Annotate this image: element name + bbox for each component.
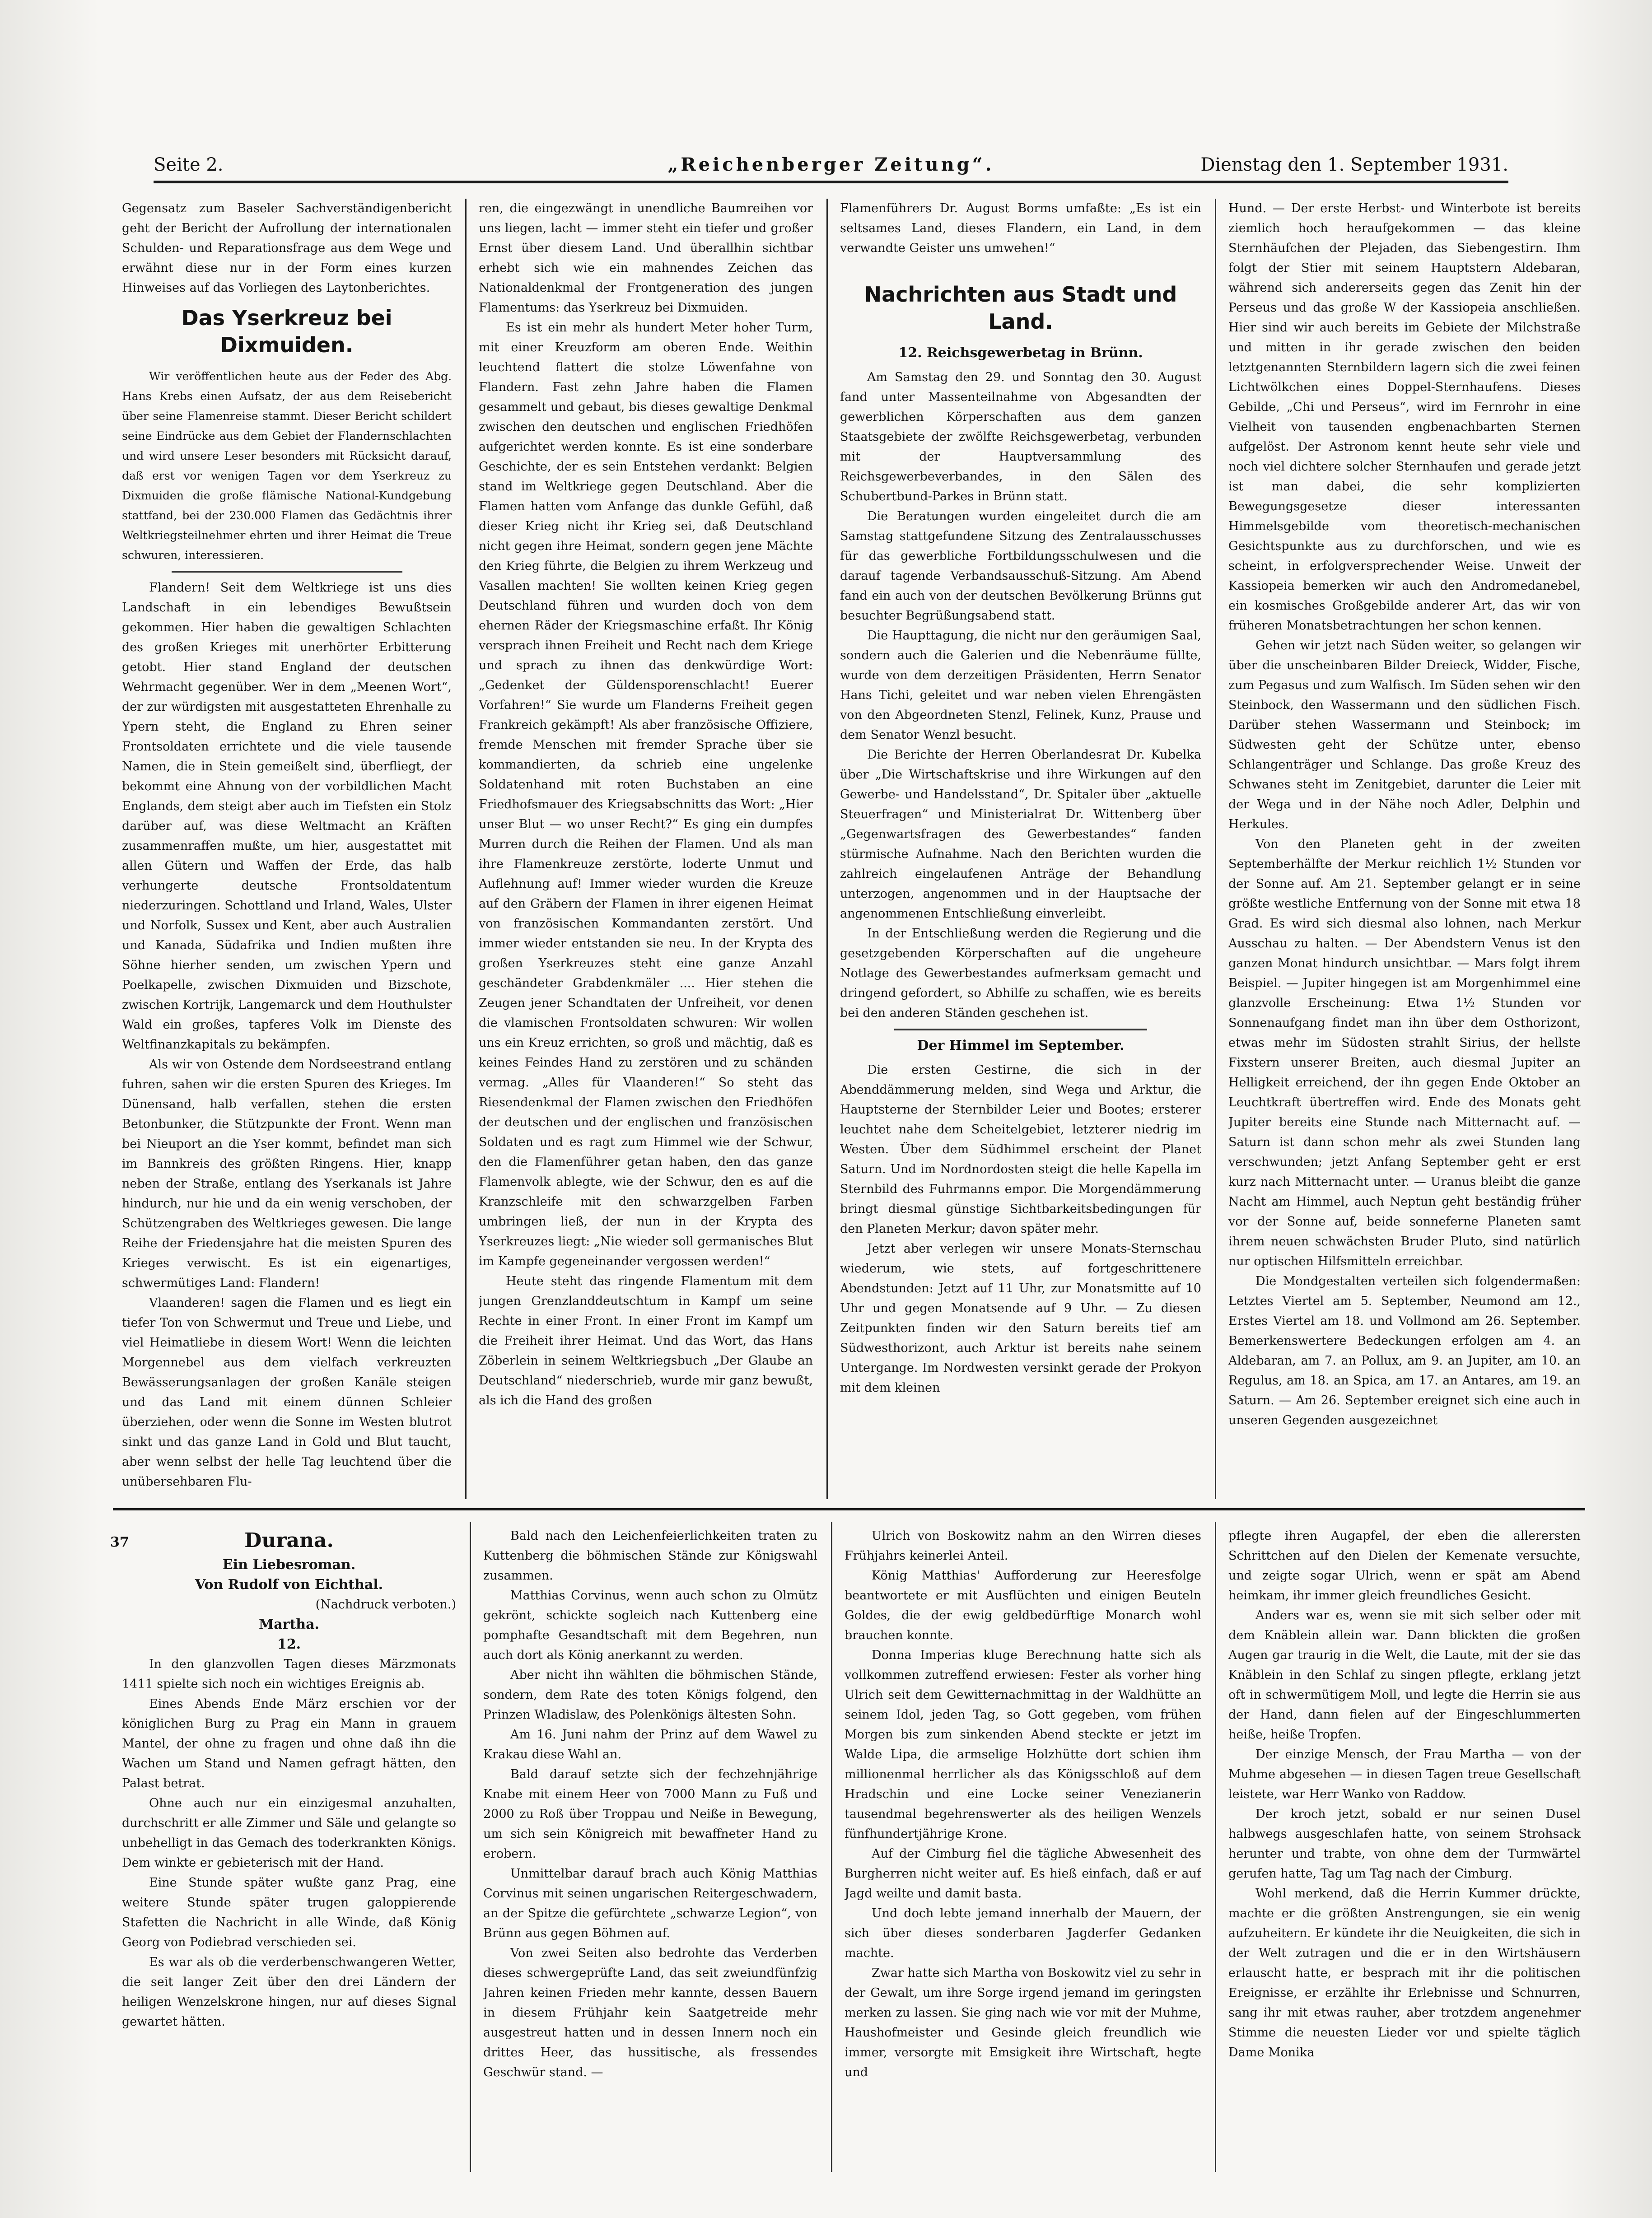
novel-paragraph: Eines Abends Ende März erschien vor der königlichen Burg zu Prag ein Mann in grauem Mantel, der ohne zu fragen und ohne daß ihn die Wachen um Stand und Namen gefragt hätten, den Palast betrat. [122, 1697, 456, 1790]
novel-paragraph: Der einzige Mensch, der Frau Martha — von der Muhme abgesehen — in diesen Tagen treue Gesellschaft leistete, war Herr Wanko von Raddow. [1228, 1747, 1581, 1801]
article-paragraph: Die Berichte der Herren Oberlandesrat Dr. Kubelka über „Die Wirtschaftskrise und ihre Wirkungen auf den Gewerbe- und Handelsstand“, Dr. Spitaler über „aktuelle Steuerfragen“ und Ministerialrat Dr. Wittenberg über „Gegenwartsfragen des Gewerbestandes“ fanden stürmische Aufnahme. Nach den Berichten wurden die zahlreich eingelaufenen Anträge der Behandlung unterzogen, angenommen und in der Hauptsache der angenommenen Entschließung einverleibt. [840, 748, 1201, 921]
article-paragraph: Die Mondgestalten verteilen sich folgendermaßen: Letztes Viertel am 5. September, Neumond am 12., Erstes Viertel am 18. und Vollmond am 26. September. Bemerkenswertere Bedeckungen erfolgen am 4. an Aldebaran, am 7. an Pollux, am 9. an Jupiter, am 10. an Regulus, am 18. an Spica, am 17. an Antares, am 19. an Saturn. — Am 26. September ereignet sich eine auch in unseren Gegenden ausgezeichnet [1228, 1274, 1581, 1427]
novel-paragraph: Am 16. Juni nahm der Prinz auf dem Wawel zu Krakau diese Wahl an. [483, 1728, 817, 1761]
article-paragraph: Die Beratungen wurden eingeleitet durch die am Samstag stattgefundene Sitzung des Zentralausschusses für das gewerbliche Fortbildungsschulwesen und die darauf tagende Verbandsausschuß-Sitzung. Am Abend fand ein auch von der deutschen Bevölkerung Brünns gut besuchter Begrüßungsabend statt. [840, 509, 1201, 623]
article-paragraph: In der Entschließung werden die Regierung und die gesetzgebenden Körperschaften auf die ungeheure Notlage des Gewerbestandes aufmerksam gemacht und dringend gefordert, so Abhilfe zu schaffen, wie es bereits bei den anderen Ständen geschehen ist. [840, 927, 1201, 1020]
chapter-name: Martha. [258, 1617, 319, 1632]
article-paragraph: Als wir von Ostende dem Nordseestrand entlang fuhren, sahen wir die ersten Spuren des Krieges. Im Dünensand, halb verfallen, stehen die ersten Betonbunker, die Stützpunkte der Front. Wenn man bei Nieuport an die Yser kommt, befindet man sich im Bannkreis des größten Ringens. Hier, knapp neben der Straße, entlang des Yserkanals ist Jahre hindurch, nur hie und da ein wenig verschoben, der Schützengraben des Weltkrieges gewesen. Die lange Reihe der Friedensjahre hat die meisten Spuren des Krieges verwischt. Es ist ein eigenartiges, schwermütiges Land: Flandern! [122, 1058, 452, 1290]
novel-column-4 [1228, 1526, 1581, 2167]
separator [172, 571, 402, 573]
novel-paragraph: Anders war es, wenn sie mit sich selber oder mit dem Knäblein allein war. Dann blickten die großen Augen gar traurig in die Welt, die Laute, mit der sie das Knäblein in den Schlaf zu singen pflegte, erklang jetzt oft in schwermütigem Moll, und legte die Herrin sie aus der Hand, dann fielen auf der Eingeschlummerten heiße, heiße Tropfen. [1228, 1608, 1581, 1742]
novel-author: Von Rudolf von Eichthal. [195, 1577, 383, 1593]
novel-paragraph: Es war als ob die verderbenschwangeren Wetter, die seit langer Zeit über den drei Ländern der heiligen Wenzelskrone hingen, nur auf dieses Signal gewartet hätten. [122, 1955, 456, 2029]
article-lead: Wir veröffentlichen heute aus der Feder des Abg. Hans Krebs einen Aufsatz, der aus dem Reisebericht über seine Flamenreise stammt. Dieser Bericht schildert seine Eindrücke aus dem Gebiet der Flandernschlachten und wird unsere Leser besonders mit Rücksicht darauf, daß erst vor wenigen Tagen vor dem Yserkreuz zu Dixmuiden die große flämische National-Kundgebung stattfand, bei der 230.000 Flamen das Gedächtnis ihrer Weltkriegsteilnehmer ehrten und ihrer Heimat die Treue schwuren, interessieren. [122, 370, 452, 562]
chapter-number: 12. [277, 1636, 301, 1652]
article-paragraph: ren, die eingezwängt in unendliche Baumreihen vor uns liegen, lacht — immer steht ein tiefer und großer Ernst über diesem Land. Und überallhin sichtbar erhebt sich wie ein mahnendes Zeichen das Nationaldenkmal der Frontgeneration des jungen Flamentums: das Yserkreuz bei Dixmuiden. [479, 201, 813, 315]
article-paragraph: Von den Planeten geht in der zweiten Septemberhälfte der Merkur reichlich 1½ Stunden vor der Sonne auf. Am 21. September gelangt er in seine größte westliche Entfernung von der Sonne mit etwa 18 Grad. Es wird sich diesmal also lohnen, nach Merkur Ausschau zu halten. — Der Abendstern Venus ist den ganzen Monat hindurch unsichtbar. — Mars folgt ihrem Beispiel. — Jupiter hingegen ist am Morgenhimmel eine glanzvolle Erscheinung: Etwa 1½ Stunden vor Sonnenaufgang findet man ihn über dem Osthorizont, etwas mehr im Südosten strahlt Sirius, der hellste Fixstern unserer Breiten, auch diesmal Jupiter an Helligkeit erreichend, der ihn gegen Ende Oktober an Leuchtkraft übertreffen wird. Ende des Monats geht Jupiter bereits eine Stunde nach Mitternacht auf. — Saturn ist dann schon mehr als zwei Stunden lang verschwunden; jetzt Anfang September geht er erst kurz nach Mitternacht unter. — Uranus bleibt die ganze Nacht am Himmel, auch Neptun geht beständig früher vor der Sonne auf, beide sonneferne Planeten samt ihrem neuen schwächsten Bruder Pluto, sind natürlich nur optischen Hilfsmitteln erreichbar. [1228, 837, 1581, 1268]
section-divider [113, 1508, 1585, 1510]
article-headline-yserkreuz: Das Yserkreuz bei Dixmuiden. [181, 306, 392, 357]
local-news-frame [840, 275, 1200, 1491]
article-paragraph: Vlaanderen! sagen die Flamen und es liegt ein tiefer Ton von Schwermut und Treue und Liebe, und viel Heimatliebe in diesem Wort! Wenn die leichten Morgennebel aus dem vielfach verkreuzten Bewässerungsanlagen der großen Kanäle steigen und das Land mit einem dünnen Schleier überziehen, oder wenn die Sonne im Westen blutrot sinkt und das ganze Land in Gold und Blut taucht, aber wenn selbst der helle Tag leuchtend über die unübersehbaren Flu- [122, 1296, 452, 1489]
novel-paragraph: Eine Stunde später wußte ganz Prag, eine weitere Stunde später trugen galoppierende Stafetten die Nachricht in alle Winde, daß König Georg von Podiebrad verschieden sei. [122, 1876, 456, 1949]
novel-paragraph: Bald nach den Leichenfeierlichkeiten traten zu Kuttenberg die böhmischen Stände zur Königswahl zusammen. [483, 1529, 817, 1583]
column-divider [1215, 1522, 1216, 2172]
article-paragraph: Gehen wir jetzt nach Süden weiter, so gelangen wir über die unscheinbaren Bilder Dreieck, Widder, Fische, zum Pegasus und zum Walfisch. Im Süden sehen wir den Steinbock, den Wassermann und den südlichen Fisch. Darüber stehen Wassermann und Steinbock; im Südwesten geht der Schütze unter, ebenso Schlangenträger und Schlange. Das große Kreuz des Schwanes steht im Zenitgebiet, darunter die Leier mit der Wega und in der Nähe noch Adler, Delphin und Herkules. [1228, 638, 1581, 831]
article-paragraph: Die ersten Gestirne, die sich in der Abenddämmerung melden, sind Wega und Arktur, die Hauptsterne der Sternbilder Leier und Bootes; ersterer leuchtet nahe dem Scheitelgebiet, letzterer niedrig im Westen. Über dem Südhimmel erscheint der Planet Saturn. Und im Nordnordosten steigt die helle Kapella im Sternbild des Fuhrmanns empor. Die Morgendämmerung bringt diesmal günstige Sichtbarkeitsbedingungen für den Planeten Merkur; davon später mehr. [840, 1063, 1201, 1236]
page-header [154, 149, 1508, 181]
column-3 [840, 199, 1201, 1495]
novel-paragraph: Unmittelbar darauf brach auch König Matthias Corvinus mit seinen ungarischen Reitergeschwadern, an der Spitze die gefürchtete „schwarze Legion“, von Brünn aus gegen Böhmen auf. [483, 1867, 817, 1940]
newspaper-title: „Reichenberger Zeitung“. [667, 154, 994, 175]
novel-paragraph: Der kroch jetzt, sobald er nur seinen Dusel halbwegs ausgeschlafen hatte, von seinem Strohsack herunter und trabte, von ohne dem der Turmwärtel gerufen hatte, Tag um Tag nach der Cimburg. [1228, 1807, 1581, 1881]
subhead-reichsgewerbetag: 12. Reichsgewerbetag in Brünn. [898, 345, 1143, 361]
article-paragraph: Heute steht das ringende Flamentum mit dem jungen Grenzlanddeutschtum in Kampf um seine Rechte in einer Front. In einer Front im Kampf um die Freiheit ihrer Heimat. Und das Wort, das Hans Zöberlein in seinem Weltkriegsbuch „Der Glaube an Deutschland“ niederschrieb, wurde mir ganz bewußt, als ich die Hand des großen [479, 1274, 813, 1407]
column-divider [831, 1522, 832, 2172]
column-divider [465, 199, 467, 1499]
page-number: Seite 2. [154, 154, 224, 175]
novel-paragraph: Bald darauf setzte sich der fechzehnjährige Knabe mit einem Heer von 7000 Mann zu Fuß und 2000 zu Roß über Troppau und Neiße in Bewegung, um sich sein Königreich mit bewaffneter Hand zu erobern. [483, 1767, 817, 1861]
subhead-himmel-september: Der Himmel im September. [917, 1038, 1125, 1053]
reprint-notice: (Nachdruck verboten.) [315, 1598, 456, 1612]
novel-column-3 [845, 1526, 1201, 2167]
novel-paragraph: Auf der Cimburg fiel die tägliche Abwesenheit des Burgherren nicht weiter auf. Es hieß einfach, daß er auf Jagd weilte und damit basta. [845, 1847, 1201, 1901]
novel-paragraph: Aber nicht ihn wählten die böhmischen Stände, sondern, dem Rate des toten Königs folgend, den Prinzen Wladislaw, des Polenkönigs ältesten Sohn. [483, 1668, 817, 1722]
novel-paragraph: Von zwei Seiten also bedrohte das Verderben dieses schwergeprüfte Land, das seit zweiundfünfzig Jahren keinen Frieden mehr kannte, dessen Bauern in diesem Frühjahr kein Saatgetreide mehr ausgestreut hatten und in dessen Innern noch ein drittes Heer, das hussitische, als fressendes Geschwür stand. — [483, 1946, 817, 2079]
header-rule [154, 181, 1508, 183]
novel-title: Durana. [244, 1529, 334, 1552]
article-paragraph: Es ist ein mehr als hundert Meter hoher Turm, mit einer Kreuzform am oberen Ende. Weithin leuchtend flattert die stolze Löwenfahne von Flandern. Fast zehn Jahre haben die Flamen gesammelt und gebaut, bis dieses gewaltige Denkmal zwischen den deutschen und englischen Friedhöfen aufgerichtet werden konnte. Es ist eine sonderbare Geschichte, der es sein Entstehen verdankt: Belgien stand im Weltkriege gegen Deutschland. Aber die Flamen hatten vom Anfange das dunkle Gefühl, daß dieser Krieg nicht ihr Krieg sei, daß Deutschland nicht gegen ihre Heimat, sondern gegen jene Mächte den Krieg führte, die Belgien zu ihrem Werkzeug und Vasallen machten! Sie wollten keinen Krieg gegen Deutschland führen und wurden doch von dem ehernen Räder der Kriegsmaschine erfaßt. Ihr König versprach ihnen Freiheit und Recht nach dem Kriege und sprach zu ihnen das denkwürdige Wort: „Gedenket der Güldensporenschlacht! Euerer Vorfahren!“ Sie wurde um Flanderns Freiheit gegen Frankreich gekämpft! Als aber französische Offiziere, fremde Menschen mit fremder Sprache über sie kommandierten, da schrieb eine ungelenke Soldatenhand mit roten Buchstaben an eine Friedhofsmauer des Kriegsabschnitts das Wort: „Hier unser Blut — wo unser Recht?“ Es ging ein dumpfes Murren durch die Reihen der Flamen. Und als man ihre Flamenkreuze zerstörte, loderte Unmut und Auflehnung auf! Immer wieder wurden die Kreuze auf den Gräbern der Flamen in ihrer eigenen Heimat von französischen Kommandanten zerstört. Und immer wieder entstanden sie neu. In der Krypta des großen Yserkreuzes steht eine ganze Anzahl geschändeter Grabdenkmäler .... Hier stehen die Zeugen jener Schandtaten der Unfreiheit, vor denen die vlamischen Frontsoldaten schwuren: Wir wollen uns ein Kreuz errichten, so groß und mächtig, daß es keines Feindes Hand zu zerstören und zu schänden vermag. „Alles für Vlaanderen!“ So steht das Riesendenkmal der Flamen zwischen den Friedhöfen der deutschen und der englischen und französischen Soldaten und es ragt zum Himmel wie der Schwur, den die Flamenführer getan haben, den das ganze Flamenvolk ablegte, wie der Schwur, den es auf die Kranzschleife mit den schwarzgelben Farben umbringen ließ, der nun in der Krypta des Yserkreuzes liegt: „Nie wieder soll germanisches Blut im Kampfe gegeneinander vergossen werden!“ [479, 321, 813, 1268]
article-paragraph: Hund. — Der erste Herbst- und Winterbote ist bereits ziemlich hoch heraufgekommen — das kleine Sternhäufchen der Plejaden, das Siebengestirn. Ihm folgt der Stier mit seinem Hauptstern Aldebaran, während sich andererseits gegen das Zenit hin der Perseus und das große W der Kassiopeia anschließen. Hier sind wir auch bereits im Gebiete der Milchstraße und mitten in ihr gerade zwischen den beiden letztgenannten Sternbildern lagern sich die zwei feinen Lichtwölkchen eines Doppel-Sternhaufens. Dieses Gebilde, „Chi und Perseus“, wird im Fernrohr in eine Vielheit von tausenden engbenachbarten Sternen aufgelöst. Der Astronom kennt heute sehr viele und noch viel dichtere solcher Sternhaufen und gerade jetzt ist man dabei, die sehr komplizierten Bewegungsgesetze dieser interessanten Himmelsgebilde vom theoretisch-mechanischen Gesichtspunkte aus zu durchforschen, und wie es scheint, in erfolgversprechender Weise. Unweit der Kassiopeia bemerken wir auch den Andromedanebel, ein kosmisches Großgebilde anderer Art, das wir von früheren Monatsbetrachtungen her schon kennen. [1228, 201, 1581, 633]
novel-paragraph: pflegte ihren Augapfel, der eben die allerersten Schrittchen auf den Dielen der Kemenate versuchte, und zeigte sogar Ulrich, wenn er spät am Abend heimkam, ihr immer gleich freundliches Gesicht. [1228, 1529, 1581, 1603]
serial-number: 37 [110, 1534, 129, 1550]
novel-paragraph: Und doch lebte jemand innerhalb der Mauern, der sich über dieses sonderbaren Jagderfer Gedanken machte. [845, 1906, 1201, 1960]
column-2 [479, 199, 813, 1495]
article-paragraph: Jetzt aber verlegen wir unsere Monats-Sternschau wiederum, wie stets, auf fortgeschrittenere Abendstunden: Jetzt auf 11 Uhr, zur Monatsmitte auf 10 Uhr und gegen Monatsende auf 9 Uhr. — Zu diesen Zeitpunkten finden wir den Saturn bereits tief am Südwesthorizont, auch Arktur ist bereits nahe seinem Untergange. Im Nordwesten versinkt gerade der Prokyon mit dem kleinen [840, 1242, 1201, 1395]
column-divider [1215, 199, 1216, 1499]
column-1-intro: Gegensatz zum Baseler Sachverständigenbericht geht der Bericht der Aufrollung der internationalen Schulden- und Reparationsfrage aus dem Wege und erwähnt diese nur in der Form eines kurzen Hinweises auf das Vorliegen des Laytonberichtes. [122, 201, 452, 295]
novel-column-1 [122, 1526, 456, 2167]
novel-paragraph: Ulrich von Boskowitz nahm an den Wirren dieses Frühjahrs keinerlei Anteil. [845, 1529, 1201, 1563]
novel-paragraph: König Matthias' Aufforderung zur Heeresfolge beantwortete er mit Ausflüchten und einigen Beuteln Goldes, die der ewig geldbedürftige Monarch wohl brauchen konnte. [845, 1569, 1201, 1642]
novel-paragraph: Matthias Corvinus, wenn auch schon zu Olmütz gekrönt, schickte sogleich nach Kuttenberg eine pomphafte Gesandtschaft mit dem Begehren, nun auch dort als König anerkannt zu werden. [483, 1589, 817, 1662]
article-paragraph: Flamenführers Dr. August Borms umfaßte: „Es ist ein seltsames Land, dieses Flandern, ein Land, in dem verwandte Geister uns umwehen!“ [840, 201, 1201, 255]
novel-paragraph: Ohne auch nur ein einzigesmal anzuhalten, durchschritt er alle Zimmer und Säle und gelangte so unbehelligt in das Gemach des toderkrankten Königs. Dem winkte er gebieterisch mit der Hand. [122, 1796, 456, 1870]
novel-paragraph: Donna Imperias kluge Berechnung hatte sich als vollkommen zutreffend erwiesen: Fester als vorher hing Ulrich seit dem Gewitternachmittag in der Waldhütte an seinem Idol, jeden Tag, so Gott gegeben, vom frühen Morgen bis zum sinkenden Abend steckte er jetzt im Walde Lipa, die armselige Holzhütte dort schien ihm millionenmal herrlicher als das Königsschloß auf dem Hradschin und eine Locke seiner Venezianerin tausendmal begehrenswerter als des heiligen Wenzels fünfhundertjährige Krone. [845, 1648, 1201, 1841]
novel-paragraph: In den glanzvollen Tagen dieses Märzmonats 1411 spielte sich noch ein wichtiges Ereignis ab. [122, 1657, 456, 1691]
article-paragraph: Am Samstag den 29. und Sonntag den 30. August fand unter Massenteilnahme von Abgesandten der gewerblichen Körperschaften aus dem ganzen Staatsgebiete der zwölfte Reichsgewerbetag, verbunden mit der Hauptversammlung des Reichsgewerbeverbandes, in den Sälen des Schubertbund-Parkes in Brünn statt. [840, 370, 1201, 503]
column-divider [826, 199, 828, 1499]
column-divider [470, 1522, 471, 2172]
column-1 [122, 199, 452, 1495]
article-paragraph: Flandern! Seit dem Weltkriege ist uns dies Landschaft in ein lebendiges Bewußtsein gekommen. Hier haben die gewaltigen Schlachten des großen Krieges mit unerhörter Erbitterung getobt. Hier stand England der deutschen Wehrmacht gegenüber. Wer in dem „Meenen Wort“, der zur würdigsten mit ausgestatteten Ehrenhalle zu Ypern steht, die England zu Ehren seiner Frontsoldaten errichtete und die viele tausende Namen, die in Stein gemeißelt sind, überfliegt, der bekommt eine Ahnung von der vorbildlichen Macht Englands, dem steigt aber auch im Tiefsten ein Stolz darüber auf, was diese Weltmacht an Kräften zusammenraffen mußte, um hier, ausgestattet mit allen Gütern und Waffen der Erde, das halb verhungerte deutsche Frontsoldatentum niederzuringen. Schottland und Irland, Wales, Ulster und Norfolk, Sussex und Kent, aber auch Australien und Kanada, Südafrika und Indien mußten ihre Söhne hierher senden, um zwischen Ypern und Poelkapelle, zwischen Dixmuiden und Bizschote, zwischen Kortrijk, Langemarck und dem Houthulster Wald ein großes, tapferes Volk im Dienste des Weltfinanzkapitals zu bekämpfen. [122, 581, 452, 1052]
section-headline-local-news: Nachrichten aus Stadt und Land. [864, 282, 1177, 334]
issue-date: Dienstag den 1. September 1931. [1200, 154, 1508, 175]
novel-column-2 [483, 1526, 817, 2167]
novel-paragraph: Wohl merkend, daß die Herrin Kummer drückte, machte er die größten Anstrengungen, sie ein wenig aufzuheitern. Er kündete ihr die Neuigkeiten, die sich in der Welt zutragen und die er in den Wirtshäusern erlauscht hatte, er besprach mit ihr die politischen Ereignisse, er erzählte ihr Erlebnisse und Schnurren, sang ihr mit etwas rauher, aber trotzdem angenehmer Stimme die neuesten Lieder vor und spielte täglich Dame Monika [1228, 1887, 1581, 2060]
novel-subtitle: Ein Liebesroman. [222, 1557, 356, 1573]
column-4 [1228, 199, 1581, 1495]
article-paragraph: Die Haupttagung, die nicht nur den geräumigen Saal, sondern auch die Galerien und die Nebenräume füllte, wurde von dem derzeitigen Präsidenten, Herrn Senator Hans Tichi, geleitet und war neben vielen Ehrengästen von den Abgeordneten Stenzl, Felinek, Kunz, Prause und dem Senator Wenzl besucht. [840, 629, 1201, 742]
novel-paragraph: Zwar hatte sich Martha von Boskowitz viel zu sehr in der Gewalt, um ihre Sorge irgend jemand im geringsten merken zu lassen. Sie ging nach wie vor mit der Muhme, Haushofmeister und Gesinde gleich freundlich wie immer, versorgte mit Emsigkeit ihre Wirtschaft, hegte und [845, 1966, 1201, 2079]
